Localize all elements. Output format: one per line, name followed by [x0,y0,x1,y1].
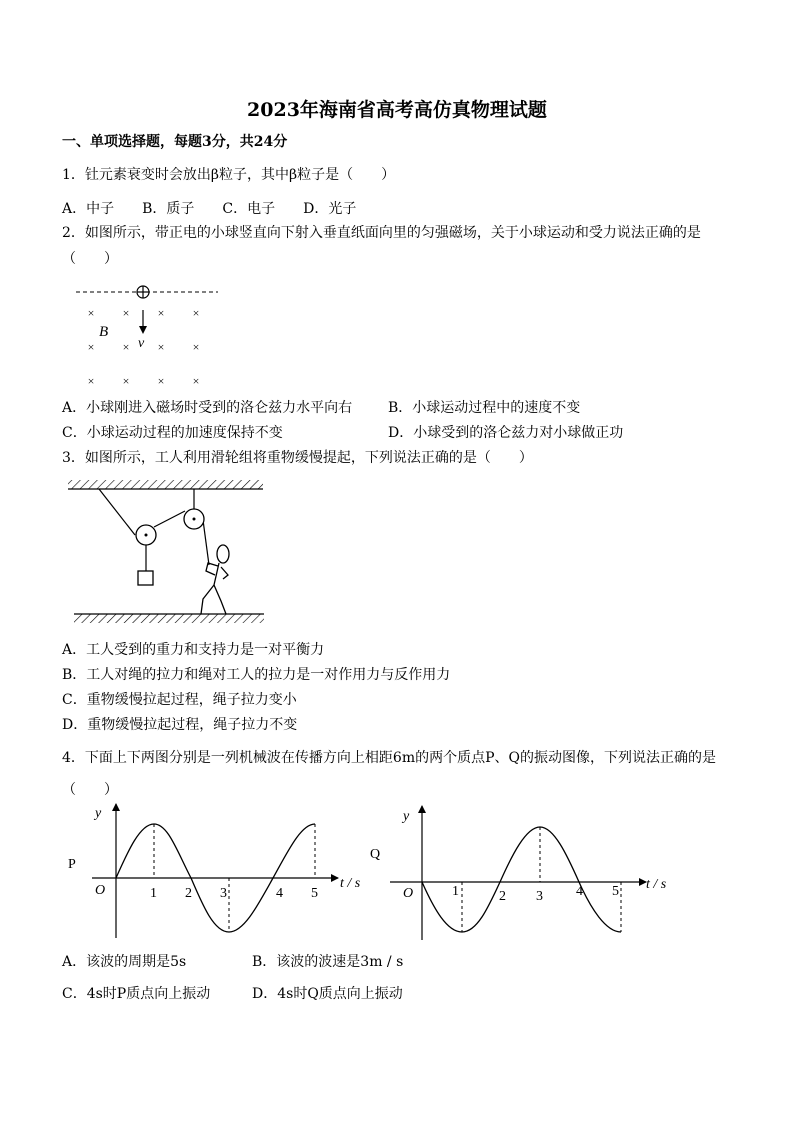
q4-option-a: A．该波的周期是5s [62,954,187,970]
velocity-arrow-icon [139,326,147,334]
q2-stem-line2: （ ） [62,251,118,267]
q4-stem-line2: （ ） [62,782,118,798]
section-heading: 一、单项选择题，每题3分，共24分 [62,134,288,150]
vibration-graph-p [62,800,361,940]
cross-mark: × [122,340,130,354]
t-axis-label: t / s [646,877,667,892]
tick-label: 3 [220,886,227,901]
weight-block-icon [138,571,153,585]
cross-mark: × [87,374,95,388]
tick-label: 4 [576,884,583,899]
q2-option-b: B．小球运动过程中的速度不变 [388,400,581,416]
cross-mark: × [192,306,200,320]
graph-label-p: P [68,857,76,872]
tick-label: 5 [612,884,619,899]
cross-mark: × [122,306,130,320]
q3-option-b: B．工人对绳的拉力和绳对工人的拉力是一对作用力与反作用力 [62,667,451,683]
tick-label: 1 [150,886,157,901]
q1-stem: 1．钍元素衰变时会放出β粒子，其中β粒子是（ ） [62,167,396,183]
q2-stem-line1: 2．如图所示，带正电的小球竖直向下射入垂直纸面向里的匀强磁场，关于小球运动和受力说法正确的是 [62,225,701,241]
cross-mark: × [87,340,95,354]
worker-icon [201,545,229,614]
origin-label: O [95,883,106,898]
q2-option-d: D．小球受到的洛仑兹力对小球做正功 [388,425,624,441]
ground [74,614,264,623]
graph-label-q: Q [370,847,381,862]
q2-option-a: A．小球刚进入磁场时受到的洛仑兹力水平向右 [62,400,353,416]
tick-label: 5 [311,886,318,901]
rope [99,489,135,535]
q4-stem-line1: 4．下面上下两图分别是一列机械波在传播方向上相距6m的两个质点P、Q的振动图像，下列说法正确的是 [62,750,716,766]
q4-option-c: C．4s时P质点向上振动 [62,986,211,1002]
q1-options: A．中子 B．质子 C．电子 D．光子 [62,201,357,217]
pulley-figure [66,477,266,627]
field-label-b: B [99,324,109,340]
ceiling [68,480,263,489]
tick-label: 2 [185,886,192,901]
pulley-axle [193,518,196,521]
q3-option-d: D．重物缓慢拉起过程，绳子拉力不变 [62,717,298,733]
rope [203,520,209,565]
origin-label: O [403,886,414,901]
y-axis-label: y [95,806,102,821]
tick-label: 1 [452,884,459,899]
t-axis-label: t / s [340,876,361,891]
cross-mark: × [157,306,165,320]
pulley-axle [145,534,148,537]
q3-stem: 3．如图所示，工人利用滑轮组将重物缓慢提起，下列说法正确的是（ ） [62,450,533,466]
magnetic-field-figure [70,280,230,390]
vibration-graph-q [366,800,676,940]
q3-option-a: A．工人受到的重力和支持力是一对平衡力 [62,642,325,658]
q4-option-b: B．该波的波速是3m / s [252,954,404,970]
q3-option-c: C．重物缓慢拉起过程，绳子拉力变小 [62,692,297,708]
cross-mark: × [192,340,200,354]
page-title: 2023年海南省高考高仿真物理试题 [247,99,547,121]
rope [154,511,185,527]
cross-mark: × [87,306,95,320]
cross-mark: × [157,374,165,388]
y-axis-label: y [403,809,410,824]
wave-curve-q [422,827,621,932]
cross-mark: × [192,374,200,388]
cross-mark: × [122,374,130,388]
q2-option-c: C．小球运动过程的加速度保持不变 [62,425,283,441]
tick-label: 3 [536,889,543,904]
tick-label: 2 [499,889,506,904]
tick-label: 4 [276,886,283,901]
cross-mark: × [157,340,165,354]
velocity-label-v: v [138,336,145,351]
q4-option-d: D．4s时Q质点向上振动 [252,986,403,1002]
